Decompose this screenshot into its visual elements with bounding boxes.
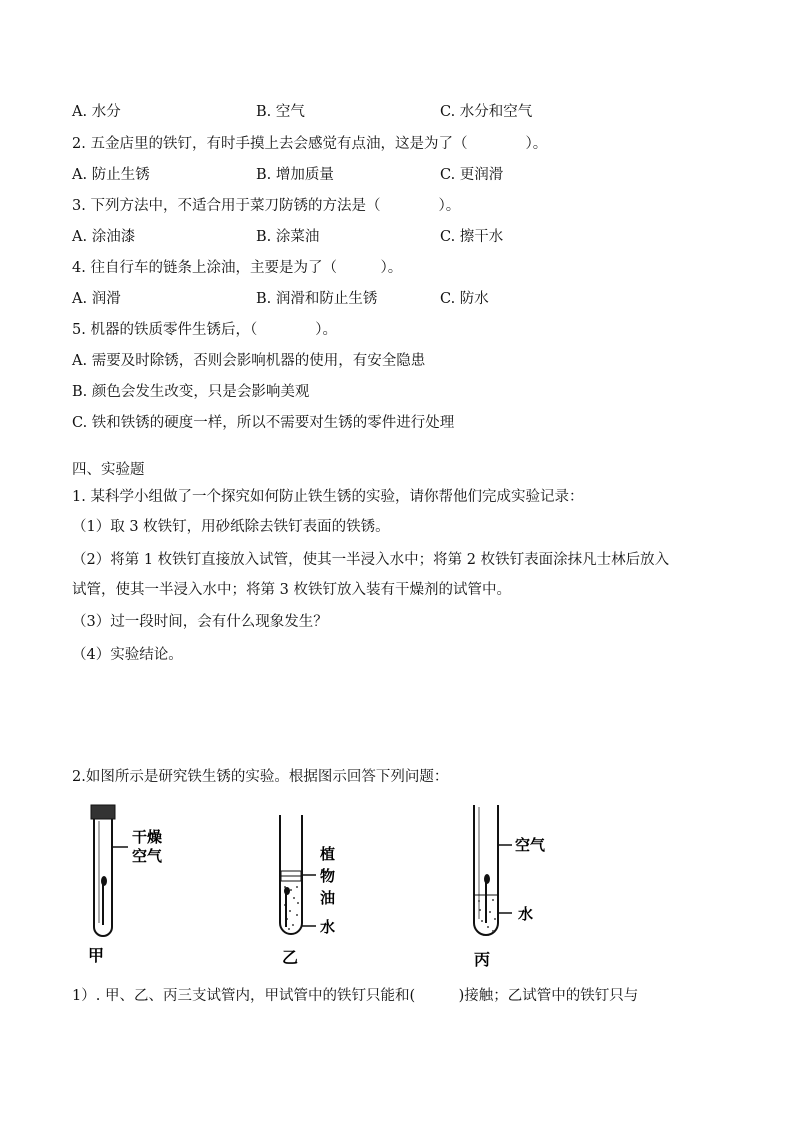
q1-option-b: B. 空气 <box>256 104 305 120</box>
q1-option-c: C. 水分和空气 <box>440 104 533 120</box>
tube-a-name: 甲 <box>88 946 105 965</box>
q4-stem: 4. 往自行车的链条上涂油，主要是为了（ ）。 <box>72 260 403 276</box>
experiment-1-step-2b: 试管，使其一半浸入水中；将第 3 枚铁钉放入装有干燥剂的试管中。 <box>72 582 511 598</box>
q5-option-b: B. 颜色会发生改变，只是会影响美观 <box>72 384 310 400</box>
q2-option-c: C. 更润滑 <box>440 167 504 183</box>
tube-b-name: 乙 <box>282 948 299 967</box>
q5-stem: 5. 机器的铁质零件生锈后，（ ）。 <box>72 322 337 338</box>
q4-option-b: B. 润滑和防止生锈 <box>256 291 378 307</box>
tube-b-label-you: 油 <box>320 889 336 907</box>
tube-c-label-air: 空气 <box>515 836 546 854</box>
experiment-1-step-2a: （2）将第 1 枚铁钉直接放入试管，使其一半浸入水中；将第 2 枚铁钉表面涂抹凡士林后放入 <box>72 552 670 568</box>
experiment-1-step-3: （3）过一段时间，会有什么现象发生？ <box>72 614 328 630</box>
q3-option-a: A. 涂油漆 <box>72 229 136 245</box>
test-tubes-figure <box>60 795 580 980</box>
q5-option-a: A. 需要及时除锈，否则会影响机器的使用，有安全隐患 <box>72 353 426 369</box>
tube-b-label-wu: 物 <box>320 867 336 885</box>
tube-a-label-air: 空气 <box>132 847 163 865</box>
q2-option-a: A. 防止生锈 <box>72 167 150 183</box>
tube-b-label-zhi: 植 <box>320 845 336 863</box>
experiment-1-step-1: （1）取 3 枚铁钉，用砂纸除去铁钉表面的铁锈。 <box>72 519 390 535</box>
tube-c-label-water: 水 <box>518 905 534 923</box>
tube-c-name: 丙 <box>474 950 491 969</box>
tube-a-label-dry: 干燥 <box>132 828 163 846</box>
section-title: 四、实验题 <box>72 462 145 478</box>
q3-option-b: B. 涂菜油 <box>256 229 320 245</box>
tube-b <box>280 815 335 967</box>
tube-a <box>88 805 163 965</box>
q2-option-b: B. 增加质量 <box>256 167 334 183</box>
experiment-2-question-1: 1）. 甲、乙、丙三支试管内，甲试管中的铁钉只能和( )接触；乙试管中的铁钉只与 <box>72 988 639 1004</box>
tube-b-label-water: 水 <box>320 918 336 936</box>
q5-option-c: C. 铁和铁锈的硬度一样，所以不需要对生锈的零件进行处理 <box>72 415 455 431</box>
tube-c <box>474 805 546 969</box>
experiment-1-step-4: （4）实验结论。 <box>72 647 183 663</box>
q3-option-c: C. 擦干水 <box>440 229 504 245</box>
q4-option-a: A. 润滑 <box>72 291 121 307</box>
experiment-2-intro: 2.如图所示是研究铁生锈的实验。根据图示回答下列问题： <box>72 769 449 785</box>
q4-option-c: C. 防水 <box>440 291 489 307</box>
q2-stem: 2. 五金店里的铁钉，有时手摸上去会感觉有点油，这是为了（ ）。 <box>72 136 548 152</box>
q1-option-a: A. 水分 <box>72 104 121 120</box>
q3-stem: 3. 下列方法中，不适合用于菜刀防锈的方法是（ ）。 <box>72 198 461 214</box>
experiment-1-intro: 1. 某科学小组做了一个探究如何防止铁生锈的实验，请你帮他们完成实验记录： <box>72 489 584 505</box>
